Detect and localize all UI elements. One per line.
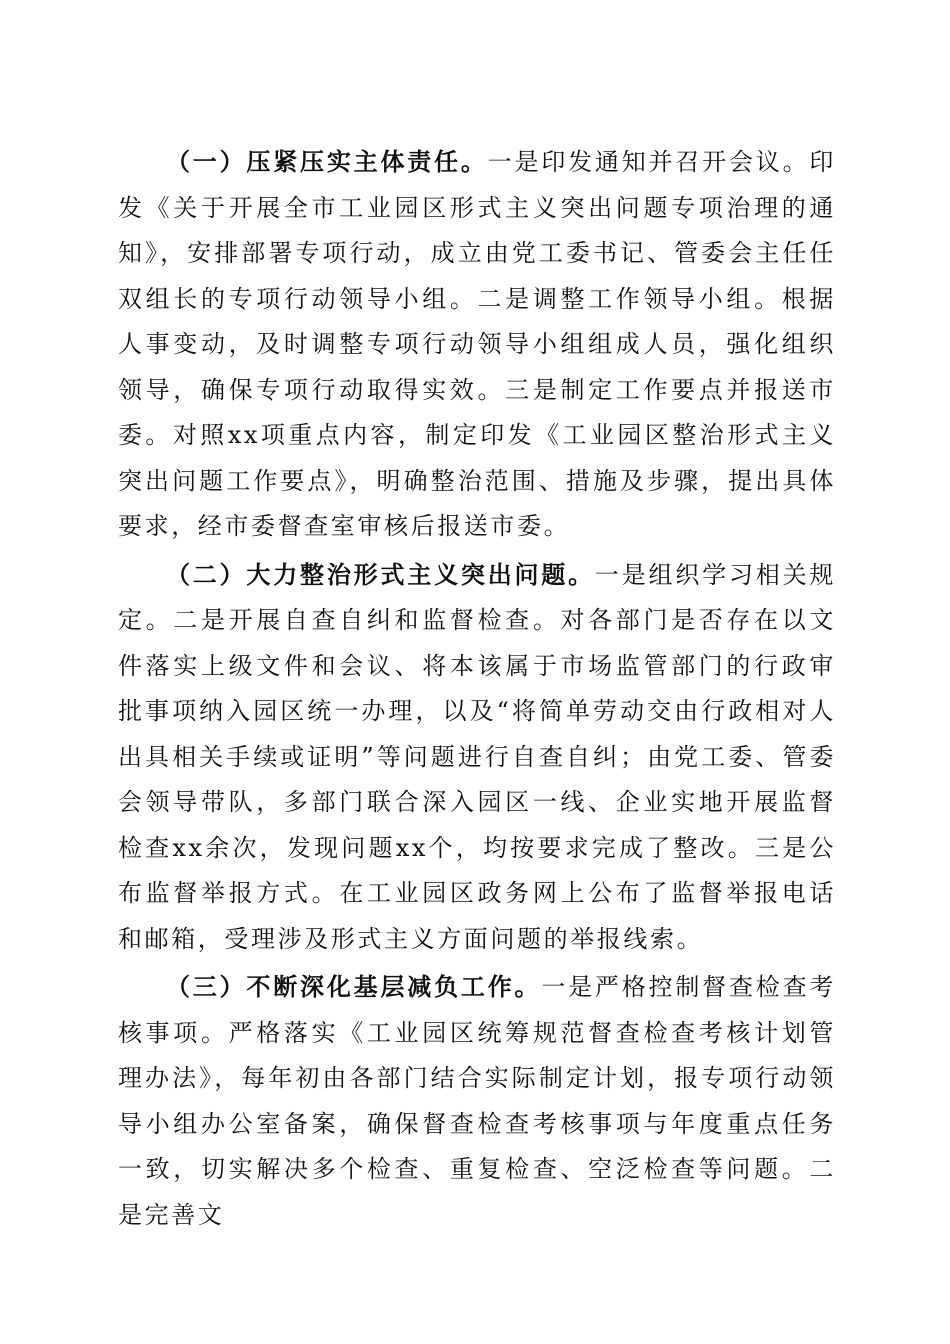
paragraph-2-text: 一是组织学习相关规定。二是开展自查自纠和监督检查。对各部门是否存在以文件落实上级文件和会议、将本该属于市场监管部门的行政审批事项纳入园区统一办理，以及“将简单劳动交由行政相对人出具相关手续或证明”等问题进行自查自纠；由党工委、管委会领导带队，多部门联合深入园区一线、企业实地开展监督检查xx余次，发现问题xx个，均按要求完成了整改。三是公布监督举报方式。在工业园区政务网上公布了监督举报电话和邮箱，受理涉及形式主义方面问题的举报线索。 — [118, 560, 836, 953]
paragraph-1-heading: （一）压紧压实主体责任。 — [166, 148, 488, 176]
paragraph-3-heading: （三）不断深化基层减负工作。 — [166, 973, 542, 1001]
document-body — [118, 140, 836, 1238]
paragraph-2 — [118, 553, 836, 963]
paragraph-3 — [118, 965, 836, 1238]
paragraph-1 — [118, 140, 836, 550]
paragraph-1-text: 一是印发通知并召开会议。印发《关于开展全市工业园区形式主义突出问题专项治理的通知》，安排部署专项行动，成立由党工委书记、管委会主任任双组长的专项行动领导小组。二是调整工作领导小组。根据人事变动，及时调整专项行动领导小组组成人员，强化组织领导，确保专项行动取得实效。三是制定工作要点并报送市委。对照xx项重点内容，制定印发《工业园区整治形式主义突出问题工作要点》，明确整治范围、措施及步骤，提出具体要求，经市委督查室审核后报送市委。 — [118, 148, 836, 540]
paragraph-2-heading: （二）大力整治形式主义突出问题。 — [166, 560, 595, 589]
paragraph-3-text: 一是严格控制督查检查考核事项。严格落实《工业园区统筹规范督查检查考核计划管理办法》，每年初由各部门结合实际制定计划，报专项行动领导小组办公室备案，确保督查检查考核事项与年度重点任务一致，切实解决多个检查、重复检查、空泛检查等问题。二是完善文 — [118, 973, 836, 1229]
